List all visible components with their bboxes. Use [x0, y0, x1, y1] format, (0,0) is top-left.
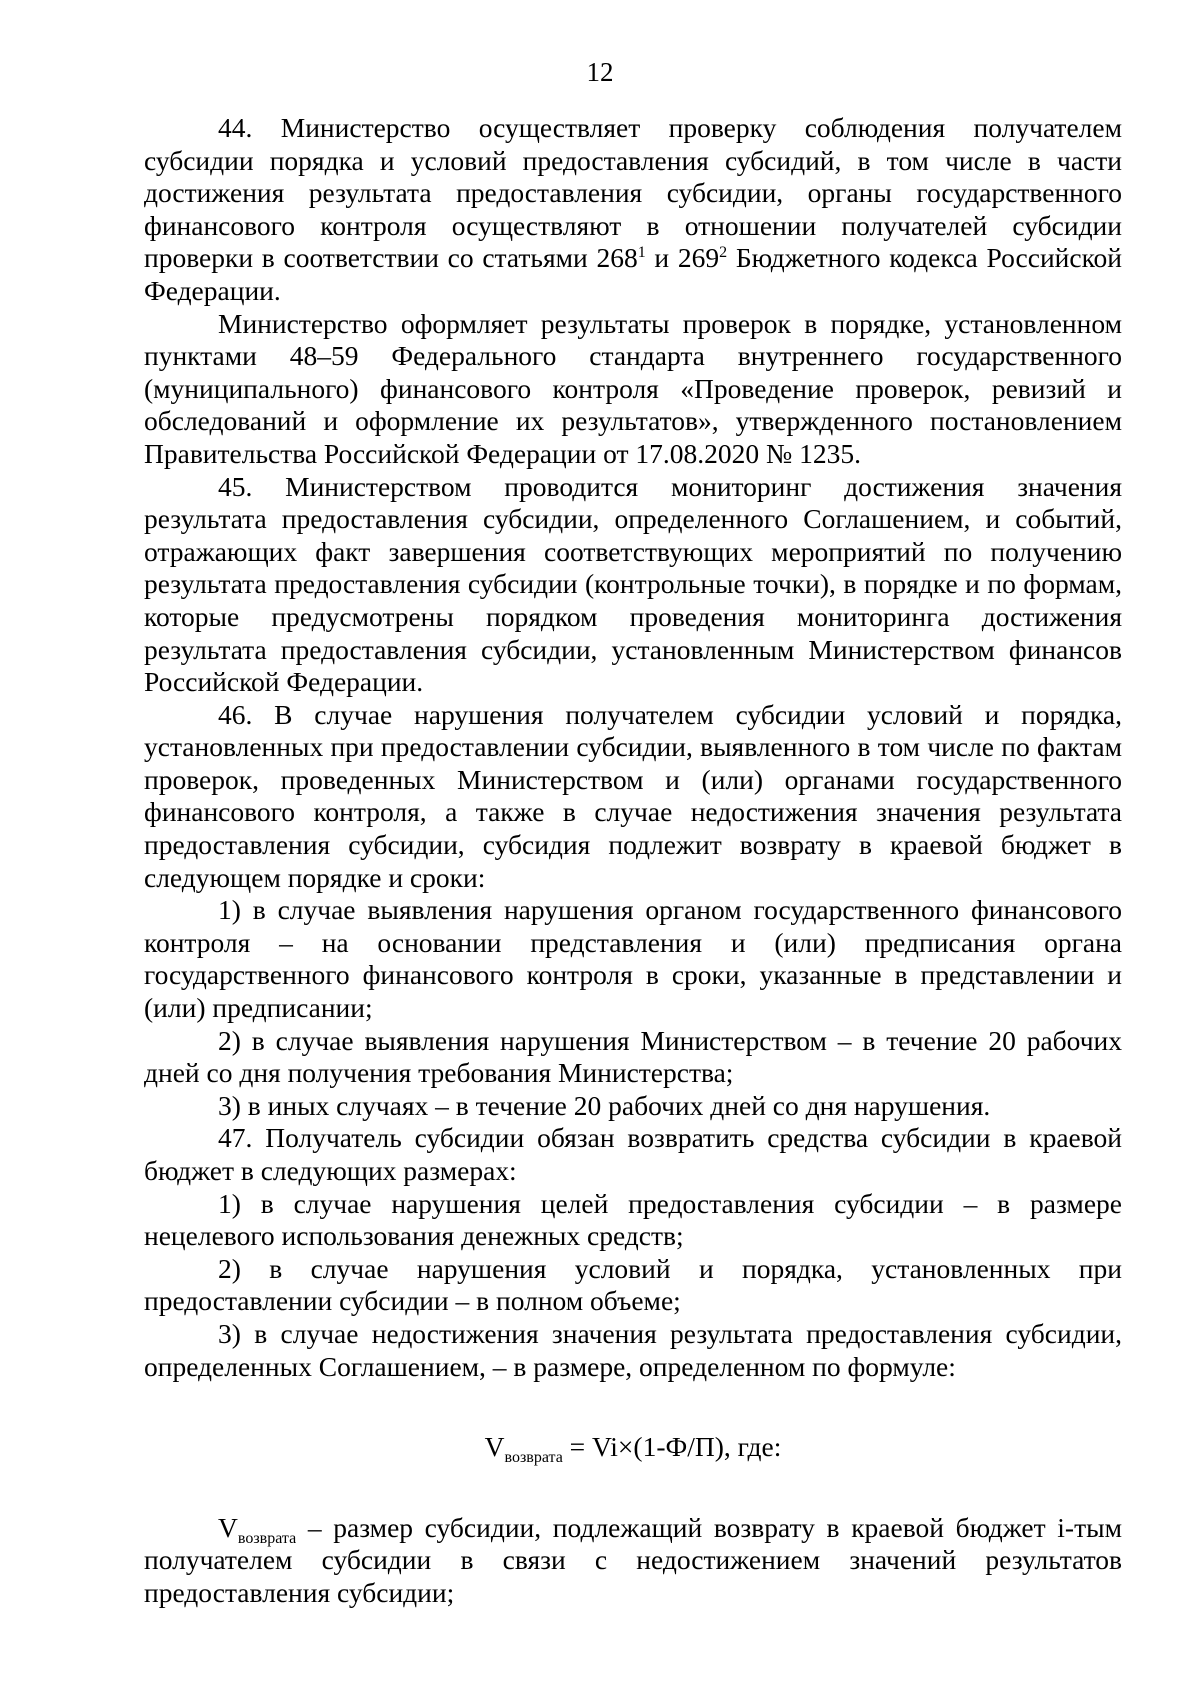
paragraph-47-item-3: 3) в случае недостижения значения результата предоставления субсидии, определенных Соглашением, – в размере, определенном по формуле: [144, 1317, 1122, 1382]
formula-subscript: возврата [504, 1449, 563, 1467]
definition-subscript: возврата [237, 1529, 297, 1547]
paragraph-47: 47. Получатель субсидии обязан возвратить средства субсидии в краевой бюджет в следующих размерах: [144, 1122, 1122, 1186]
superscript-2: 2 [719, 244, 728, 262]
definition-v: V [218, 1511, 238, 1543]
paragraph-45: 45. Министерством проводится мониторинг достижения значения результата предоставления субсидии, определенного Соглашением, и событий, отражающих факт завершения соответствующих мероприятий по получению результата предоставления субсидии (контрольные точки), в порядке и по формам, которые предусмотрены порядком проведения мониторинга достижения результата предоставления субсидии, установленным Министерством финансов Российской Федерации. [144, 470, 1122, 698]
superscript-1: 1 [637, 244, 646, 262]
formula-rest: = Vi×(1-Ф/П), где: [562, 1431, 782, 1463]
paragraph-44-text-mid: и 269 [645, 242, 720, 274]
page-number: 12 [586, 57, 614, 87]
document-body [144, 112, 1122, 1610]
paragraph-46: 46. В случае нарушения получателем субсидии условий и порядка, установленных при предоставлении субсидии, выявленного в том числе по фактам проверок, проведенных Министерством и (или) органами государственного финансового контроля, а также в случае недостижения значения результата предоставления субсидии, субсидия подлежит возврату в краевой бюджет в следующем порядке и сроки: [144, 698, 1122, 893]
paragraph-44-results: Министерство оформляет результаты проверок в порядке, установленном пунктами 48–59 Федерального стандарта внутреннего государственного (муниципального) финансового контроля «Проведение проверок, ревизий и обследований и оформление их результатов», утвержденного постановлением Правительства Российской Федерации от 17.08.2020 № 1235. [144, 307, 1122, 469]
formula-definition [144, 1512, 1122, 1610]
paragraph-47-item-2: 2) в случае нарушения условий и порядка, установленных при предоставлении субсидии – в полном объеме; [144, 1252, 1122, 1317]
paragraph-46-item-1: 1) в случае выявления нарушения органом государственного финансового контроля – на основании представления и (или) предписания органа государственного финансового контроля в сроки, указанные в представлении и (или) предписании; [144, 894, 1122, 1024]
formula-v: V [484, 1431, 505, 1463]
paragraph-47-item-1: 1) в случае нарушения целей предоставления субсидии – в размере нецелевого использования денежных средств; [144, 1187, 1122, 1252]
formula [144, 1431, 1122, 1467]
paragraph-44-text: 44. Министерство осуществляет проверку соблюдения получателем субсидии порядка и условий предоставления субсидий, в том числе в части достижения результата предоставления субсидии, органы государственного финансового контроля осуществляют в отношении получателей субсидии проверки в соответствии со статьями 268 [144, 112, 1122, 274]
definition-text: – размер субсидии, подлежащий возврату в краевой бюджет i-тым получателем субсидии в связи с недостижением значений результатов предоставления субсидии; [144, 1511, 1122, 1608]
paragraph-44-text-end: Бюджетного кодекса Российской Федерации. [144, 242, 1123, 306]
paragraph-46-item-3: 3) в иных случаях – в течение 20 рабочих дней со дня нарушения. [218, 1089, 991, 1121]
paragraph-46-item-2: 2) в случае выявления нарушения Министерством – в течение 20 рабочих дней со дня получения требования Министерства; [144, 1024, 1122, 1089]
paragraph-44 [144, 112, 1122, 308]
